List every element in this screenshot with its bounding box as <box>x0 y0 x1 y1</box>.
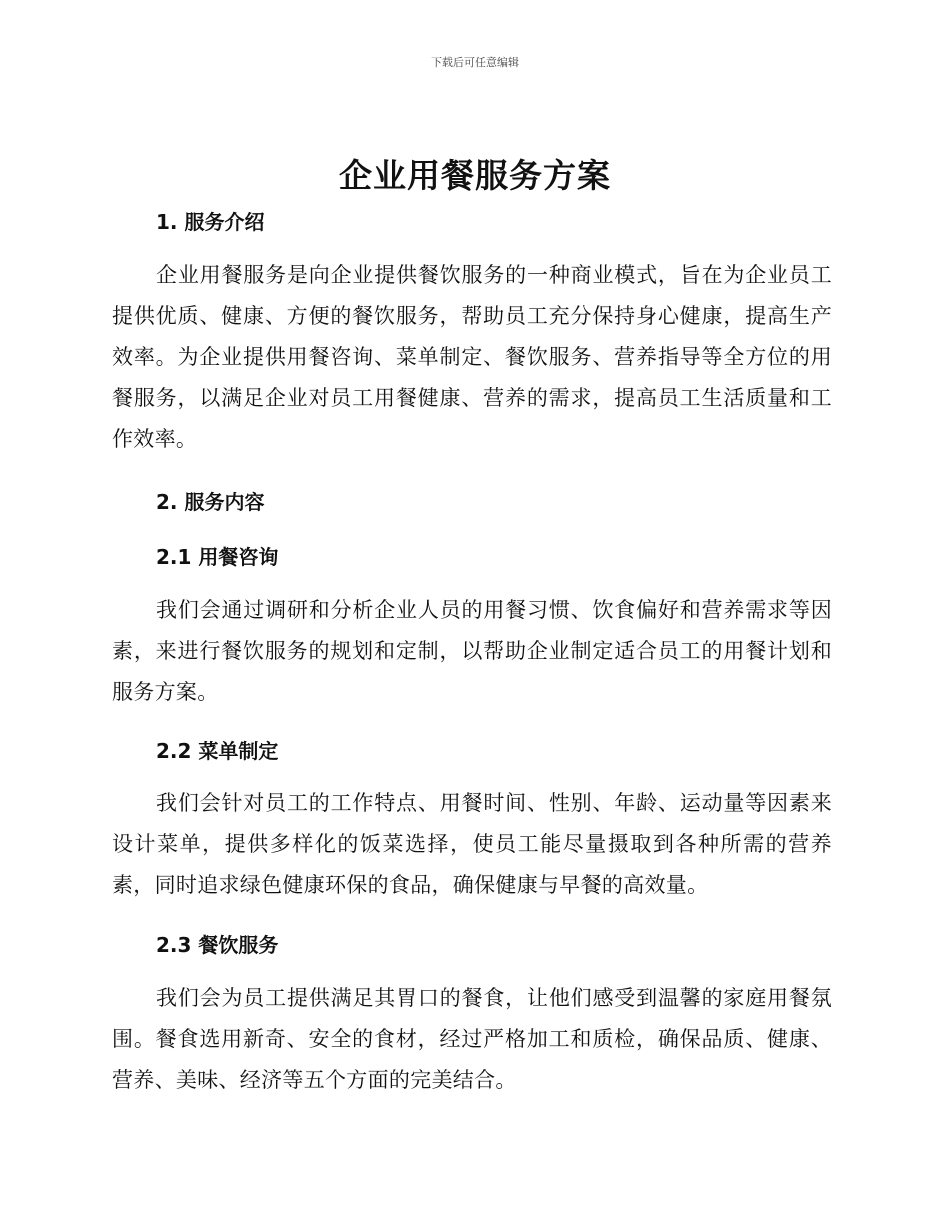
section-heading-menu-planning: 2.2 菜单制定 <box>156 739 279 763</box>
document-title: 企业用餐服务方案 <box>339 156 611 195</box>
section-heading-service-content: 2. 服务内容 <box>156 490 265 514</box>
section-body-menu-planning: 我们会针对员工的工作特点、用餐时间、性别、年龄、运动量等因素来设计菜单，提供多样化的饭菜选择，使员工能尽量摄取到各种所需的营养素，同时追求绿色健康环保的食品，确保健康与早餐的高效量。 <box>112 791 832 897</box>
page-header-note: 下载后可任意编辑 <box>431 56 519 69</box>
section-heading-service-intro: 1. 服务介绍 <box>156 210 265 234</box>
section-heading-dining-consulting: 2.1 用餐咨询 <box>156 545 279 569</box>
section-body-catering-service: 我们会为员工提供满足其胃口的餐食，让他们感受到温馨的家庭用餐氛围。餐食选用新奇、安全的食材，经过严格加工和质检，确保品质、健康、营养、美味、经济等五个方面的完美结合。 <box>112 986 832 1092</box>
section-body-dining-consulting: 我们会通过调研和分析企业人员的用餐习惯、饮食偏好和营养需求等因素，来进行餐饮服务的规划和定制，以帮助企业制定适合员工的用餐计划和服务方案。 <box>112 598 832 704</box>
section-heading-catering-service: 2.3 餐饮服务 <box>156 933 279 957</box>
section-body-service-intro: 企业用餐服务是向企业提供餐饮服务的一种商业模式，旨在为企业员工提供优质、健康、方便的餐饮服务，帮助员工充分保持身心健康，提高生产效率。为企业提供用餐咨询、菜单制定、餐饮服务、营养指导等全方位的用餐服务，以满足企业对员工用餐健康、营养的需求，提高员工生活质量和工作效率。 <box>112 263 832 451</box>
